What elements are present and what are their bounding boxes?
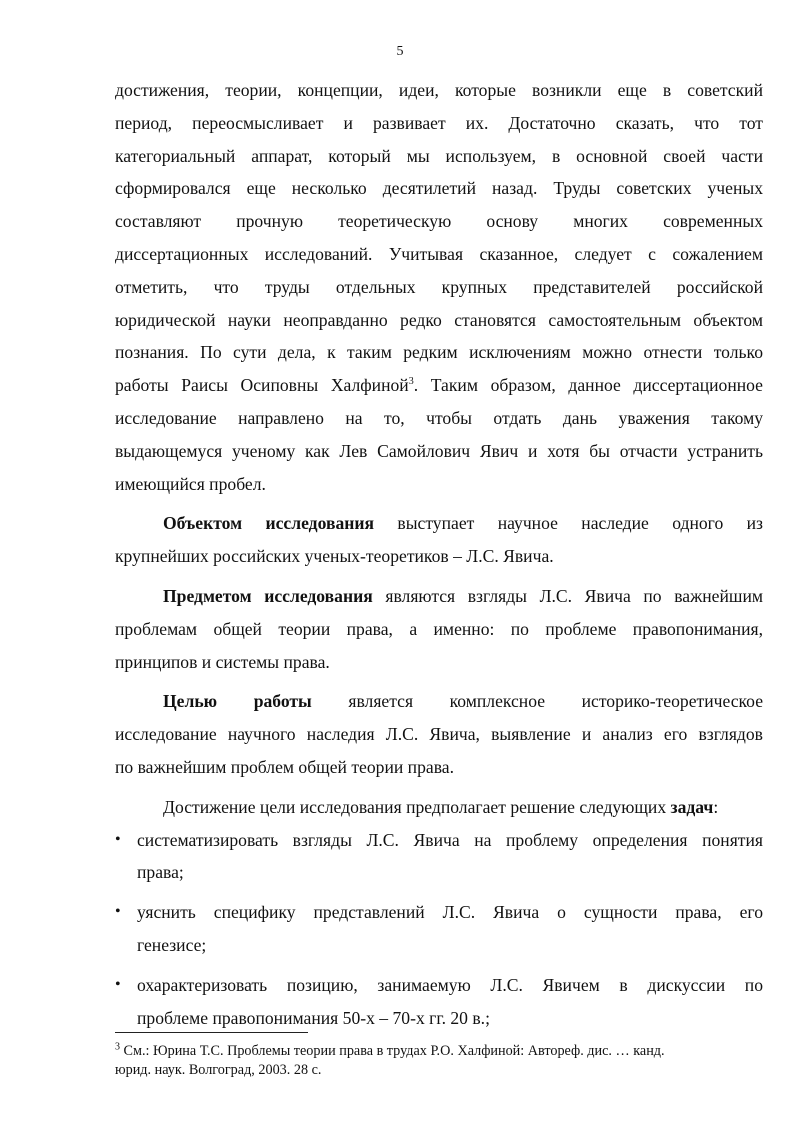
text-line: систематизировать взгляды Л.С. Явича на проблему определения понятия	[137, 829, 763, 850]
text-fragment: . Таким образом, данное диссертационное	[413, 375, 763, 396]
footnote-number: 3	[115, 1041, 120, 1053]
text-fragment: См.: Юрина Т.С. Проблемы теории права в трудах Р.О. Халфиной: Автореф. дис. … канд.	[120, 1043, 665, 1059]
goal-paragraph	[115, 685, 763, 783]
text-line: охарактеризовать позицию, занимаемую Л.С. Явичем в дискуссии по	[137, 974, 763, 995]
text-line-with-footnote-ref	[115, 369, 763, 402]
text-line: юридической науки неоправданно редко становятся самостоятельным объектом	[115, 309, 763, 330]
text-fragment: является комплексное историко-теоретическое	[311, 691, 763, 712]
text-line	[115, 507, 763, 540]
text-line	[115, 791, 763, 824]
tasks-list	[115, 824, 763, 1035]
text-line: категориальный аппарат, который мы используем, в основной своей части	[115, 145, 763, 166]
text-line: проблеме правопонимания 50-х – 70-х гг. 20 в.;	[137, 1007, 490, 1028]
tasks-intro-paragraph	[115, 791, 763, 824]
text-line: крупнейших российских ученых-теоретиков – Л.С. Явича.	[115, 546, 554, 567]
text-line: познания. По сути дела, к таким редким исключениям можно отнести только	[115, 342, 763, 363]
bullet-icon: •	[115, 903, 121, 921]
text-line: выдающемуся ученому как Лев Самойлович Явич и хотя бы отчасти устранить	[115, 440, 763, 461]
text-fragment: являются взгляды Л.С. Явича по важнейшим	[372, 585, 763, 606]
list-item	[115, 969, 763, 1035]
text-line: имеющийся пробел.	[115, 473, 266, 494]
text-line: исследование направлено на то, чтобы отдать дань уважения такому	[115, 407, 763, 428]
goal-label: Целью работы	[163, 691, 312, 712]
text-line	[115, 580, 763, 613]
object-label: Объектом исследования	[163, 513, 375, 534]
text-line: достижения, теории, концепции, идеи, которые возникли еще в советский	[115, 80, 763, 100]
subject-paragraph	[115, 580, 763, 678]
footnote-line: юрид. наук. Волгоград, 2003. 28 с.	[115, 1062, 322, 1078]
text-line: генезисе;	[137, 934, 207, 955]
text-line: исследование научного наследия Л.С. Явича, выявление и анализ его взглядов	[115, 724, 763, 745]
tasks-label: задач	[670, 796, 714, 817]
text-line: составляют прочную теоретическую основу многих современных	[115, 211, 763, 232]
text-line	[115, 685, 763, 718]
page-number: 5	[396, 44, 404, 59]
text-line: по важнейшим проблем общей теории права.	[115, 756, 454, 777]
object-paragraph	[115, 507, 763, 573]
body-text	[115, 74, 763, 1034]
subject-label: Предметом исследования	[163, 585, 373, 606]
footnote-line	[115, 1042, 763, 1061]
list-item	[115, 896, 763, 962]
footnote	[115, 1042, 763, 1080]
text-fragment: работы Раисы Осиповны Халфиной	[115, 375, 409, 396]
bullet-icon: •	[115, 975, 121, 993]
intro-paragraph	[115, 74, 763, 500]
text-line: права;	[137, 862, 184, 883]
text-line: проблемам общей теории права, а именно: по проблеме правопонимания,	[115, 618, 763, 639]
footnote-separator	[115, 1032, 308, 1033]
text-fragment: выступает научное наследие одного из	[374, 513, 763, 534]
text-line: диссертационных исследований. Учитывая сказанное, следует с сожалением	[115, 243, 763, 264]
text-line: уяснить специфику представлений Л.С. Явича о сущности права, его	[137, 902, 763, 923]
text-fragment: :	[713, 796, 719, 817]
list-item	[115, 824, 763, 890]
text-line: период, переосмысливает и развивает их. Достаточно сказать, что тот	[115, 112, 763, 133]
text-fragment: Достижение цели исследования предполагает решение следующих	[163, 796, 671, 817]
text-line: сформировался еще несколько десятилетий назад. Труды советских ученых	[115, 178, 763, 199]
footnote-ref: 3	[408, 376, 414, 388]
text-line: принципов и системы права.	[115, 651, 330, 672]
bullet-icon: •	[115, 830, 121, 848]
text-line: отметить, что труды отдельных крупных представителей российской	[115, 276, 763, 297]
